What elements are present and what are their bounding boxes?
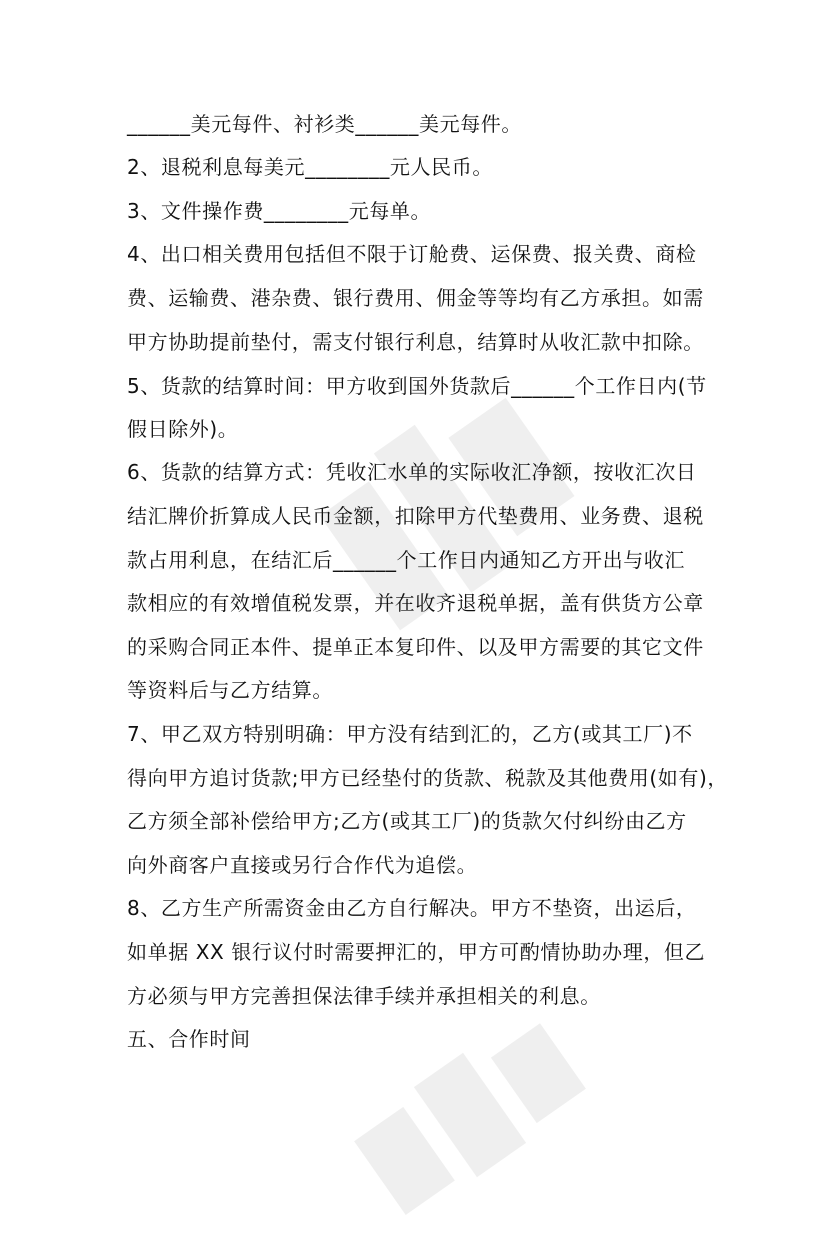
text-line: 方必须与甲方完善担保法律手续并承担相关的利息。 bbox=[127, 984, 601, 1008]
text-line: 乙方须全部补偿给甲方;乙方(或其工厂)的货款欠付纠纷由乙方 bbox=[127, 809, 687, 833]
text-line: ______美元每件、衬衫类______美元每件。 bbox=[127, 112, 522, 136]
text-line: 4、出口相关费用包括但不限于订舱费、运保费、报关费、商检 bbox=[127, 242, 697, 266]
text-line: 费、运输费、港杂费、银行费用、佣金等等均有乙方承担。如需 bbox=[127, 286, 704, 310]
text-line: 等资料后与乙方结算。 bbox=[127, 678, 333, 702]
watermark-icon bbox=[326, 987, 614, 1243]
text-line: 8、乙方生产所需资金由乙方自行解决。甲方不垫资，出运后， bbox=[127, 896, 697, 920]
text-line: 6、货款的结算方式：凭收汇水单的实际收汇净额，按收汇次日 bbox=[127, 460, 697, 484]
section-heading: 五、合作时间 bbox=[127, 1027, 251, 1051]
text-line: 得向甲方追讨货款;甲方已经垫付的货款、税款及其他费用(如有)， bbox=[127, 766, 728, 790]
text-line: 如单据 XX 银行议付时需要押汇的，甲方可酌情协助办理，但乙 bbox=[127, 940, 706, 964]
text-line: 款占用利息，在结汇后______个工作日内通知乙方开出与收汇 bbox=[127, 548, 685, 572]
text-line: 假日除外)。 bbox=[127, 417, 239, 441]
text-line: 的采购合同正本件、提单正本复印件、以及甲方需要的其它文件 bbox=[127, 635, 704, 659]
text-line: 2、退税利息每美元________元人民币。 bbox=[127, 155, 493, 179]
text-line: 7、甲乙双方特别明确：甲方没有结到汇的，乙方(或其工厂)不 bbox=[127, 722, 693, 746]
text-line: 5、货款的结算时间：甲方收到国外货款后______个工作日内(节 bbox=[127, 374, 707, 398]
text-line: 3、文件操作费________元每单。 bbox=[127, 199, 432, 223]
text-line: 结汇牌价折算成人民币金额，扣除甲方代垫费用、业务费、退税 bbox=[127, 504, 704, 528]
text-line: 款相应的有效增值税发票，并在收齐退税单据，盖有供货方公章 bbox=[127, 591, 704, 615]
text-line: 向外商客户直接或另行合作代为追偿。 bbox=[127, 853, 478, 877]
text-line: 甲方协助提前垫付，需支付银行利息，结算时从收汇款中扣除。 bbox=[127, 330, 704, 354]
